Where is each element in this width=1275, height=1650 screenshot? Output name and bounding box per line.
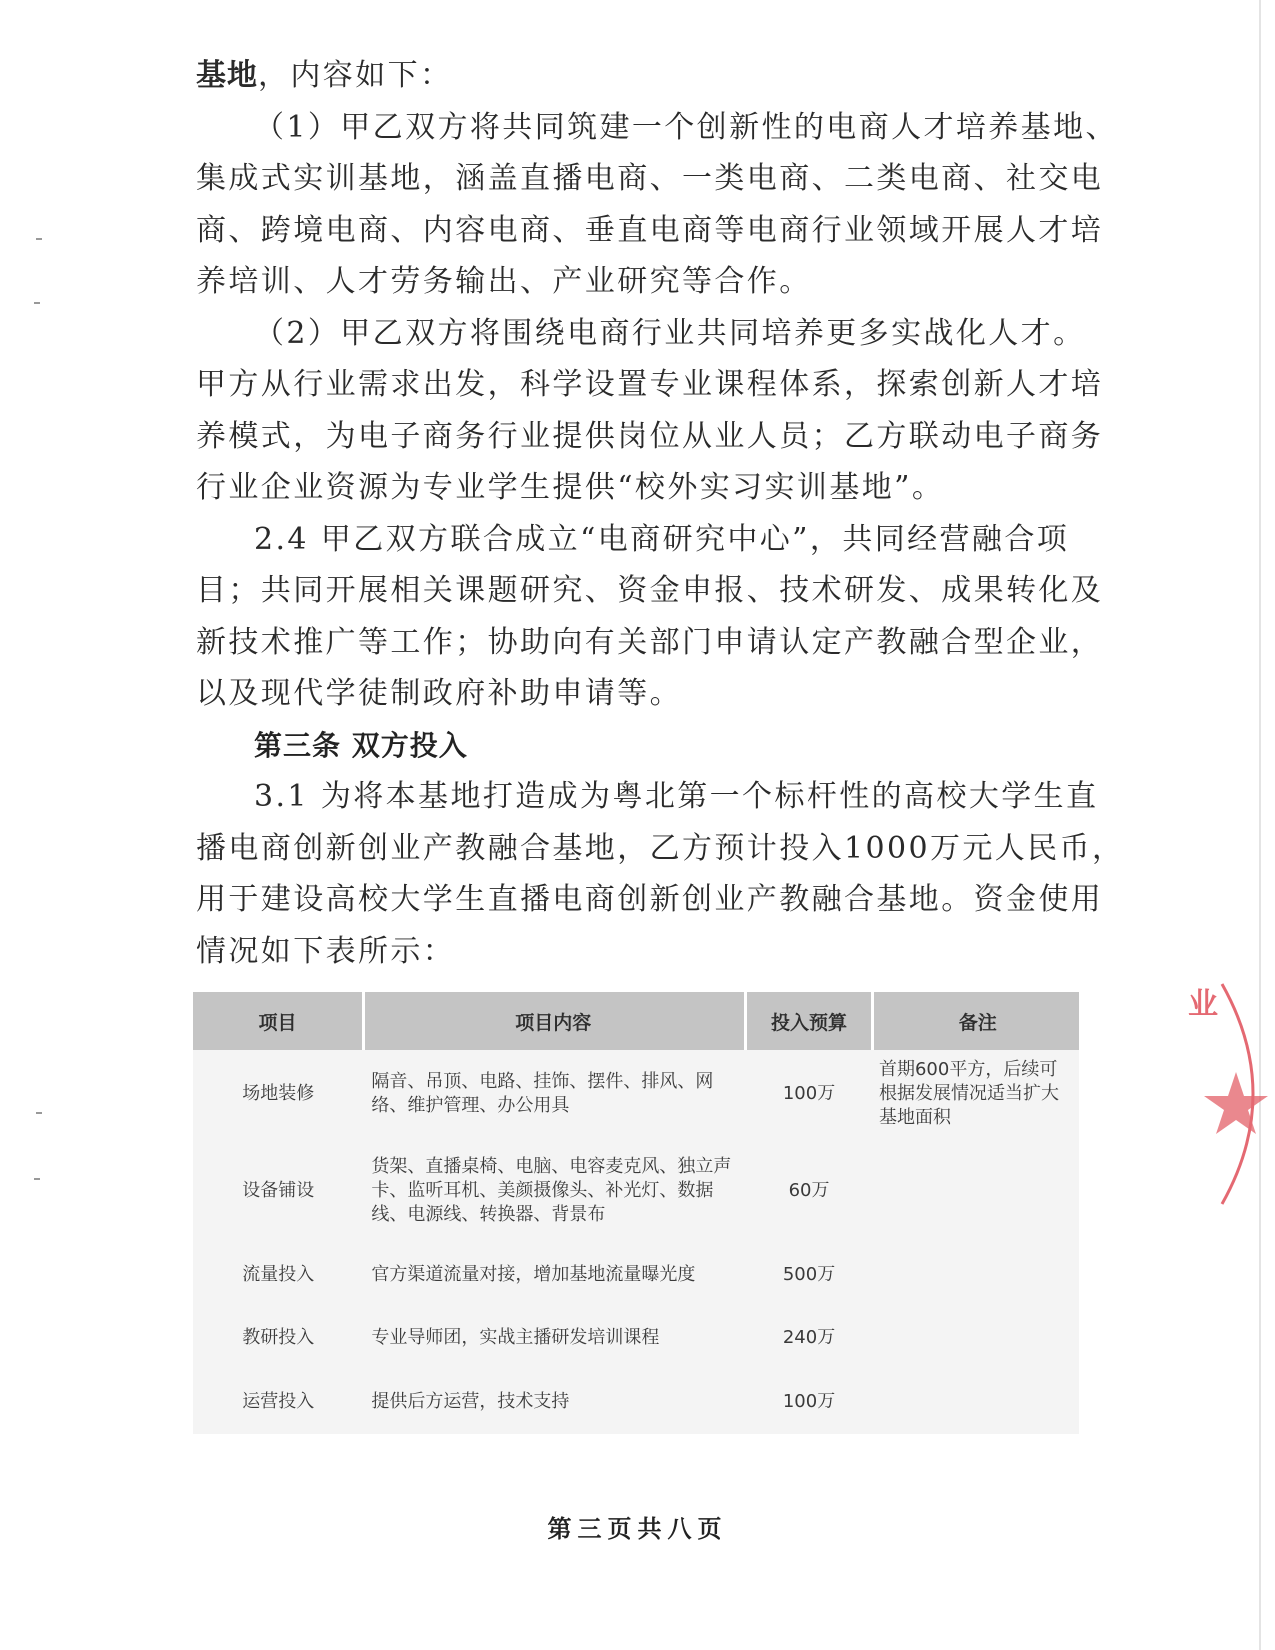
paragraph-line: 养培训、人才劳务输出、产业研究等合作。 xyxy=(196,264,812,299)
page-edge xyxy=(1259,0,1261,1650)
content-cell: 官方渠道流量对接，增加基地流量曝光度 xyxy=(371,1264,696,1285)
paragraph-line: 2.4 甲乙双方联合成立“电商研究中心”，共同经营融合项 xyxy=(254,521,1070,557)
note-cell xyxy=(873,1306,1079,1370)
paragraph-line: 行业企业资源为专业学生提供“校外实习实训基地”。 xyxy=(196,470,945,505)
content-cell: 货架、直播桌椅、电脑、电容麦克风、独立声卡、监听耳机、美颜摄像头、补光灯、数据线、电源线、转换器、背景布 xyxy=(371,1156,732,1225)
budget-table xyxy=(193,992,1079,1434)
item-cell: 场地装修 xyxy=(242,1083,315,1104)
paragraph-line: 集成式实训基地，涵盖直播电商、一类电商、二类电商、社交电 xyxy=(196,161,1104,196)
page-footer: 第三页共八页 xyxy=(547,1515,728,1543)
scan-speck xyxy=(34,1178,40,1180)
budget-cell: 240万 xyxy=(782,1327,836,1348)
note-cell xyxy=(873,1244,1079,1306)
paragraph-line: 新技术推广等工作；协助向有关部门申请认定产教融合型企业， xyxy=(196,624,1104,660)
content-cell: 专业导师团，实战主播研发培训课程 xyxy=(371,1327,660,1348)
column-header: 项目内容 xyxy=(363,992,745,1050)
paragraph-line: 基地，内容如下： xyxy=(196,58,453,93)
table-row xyxy=(193,1370,1079,1434)
seal-text: 业 xyxy=(1188,987,1218,1022)
document-body xyxy=(196,50,1125,977)
table-header-row xyxy=(193,992,1079,1050)
content-cell: 提供后方运营，技术支持 xyxy=(371,1391,570,1412)
budget-cell: 100万 xyxy=(782,1083,836,1104)
note-cell xyxy=(873,1370,1079,1434)
paragraph-line: 播电商创新创业产教融合基地，乙方预计投入1000万元人民币， xyxy=(196,830,1125,866)
bold-lead: 基地 xyxy=(196,58,258,93)
note-cell xyxy=(873,1138,1079,1244)
paragraph-line: 情况如下表所示： xyxy=(196,933,456,969)
budget-cell: 500万 xyxy=(782,1264,836,1285)
paragraph-line: 养模式，为电子商务行业提供岗位从业人员；乙方联动电子商务 xyxy=(196,418,1104,454)
paragraph-line: 以及现代学徒制政府补助申请等。 xyxy=(196,676,682,711)
seal-stamp xyxy=(1188,974,1262,1214)
paragraph-line: 用于建设高校大学生直播电商创新创业产教融合基地。资金使用 xyxy=(196,882,1104,917)
note-cell: 首期600平方，后续可根据发展情况适当扩大基地面积 xyxy=(878,1059,1059,1128)
column-header: 投入预算 xyxy=(745,992,873,1050)
scan-speck xyxy=(34,302,40,304)
table-row xyxy=(193,1244,1079,1306)
paragraph-line: 甲方从行业需求出发，科学设置专业课程体系，探索创新人才培 xyxy=(196,367,1104,402)
table-row xyxy=(193,1306,1079,1370)
paragraph-line: 目；共同开展相关课题研究、资金申报、技术研发、成果转化及 xyxy=(196,573,1104,608)
item-cell: 设备铺设 xyxy=(242,1180,315,1201)
paragraph-line: 商、跨境电商、内容电商、垂直电商等电商行业领域开展人才培 xyxy=(196,212,1104,248)
scan-speck xyxy=(36,238,42,240)
item-cell: 流量投入 xyxy=(242,1264,315,1285)
star-icon xyxy=(1204,1072,1268,1134)
table-row xyxy=(193,1138,1079,1244)
budget-cell: 100万 xyxy=(782,1391,836,1412)
paragraph-line: （2）甲乙双方将围绕电商行业共同培养更多实战化人才。 xyxy=(254,315,1086,351)
column-header: 项目 xyxy=(193,992,363,1050)
table-row xyxy=(193,1050,1079,1138)
paragraph-line: （1）甲乙双方将共同筑建一个创新性的电商人才培养基地、 xyxy=(254,109,1118,145)
column-header: 备注 xyxy=(873,992,1079,1050)
item-cell: 教研投入 xyxy=(242,1327,315,1348)
item-cell: 运营投入 xyxy=(242,1391,315,1412)
content-cell: 隔音、吊顶、电路、挂饰、摆件、排风、网络、维护管理、办公用具 xyxy=(371,1071,714,1116)
paragraph-line: 3.1 为将本基地打造成为粤北第一个标杆性的高校大学生直 xyxy=(254,779,1099,814)
scan-speck xyxy=(36,1112,42,1114)
section-heading: 第三条 双方投入 xyxy=(254,728,468,762)
budget-cell: 60万 xyxy=(788,1180,830,1201)
